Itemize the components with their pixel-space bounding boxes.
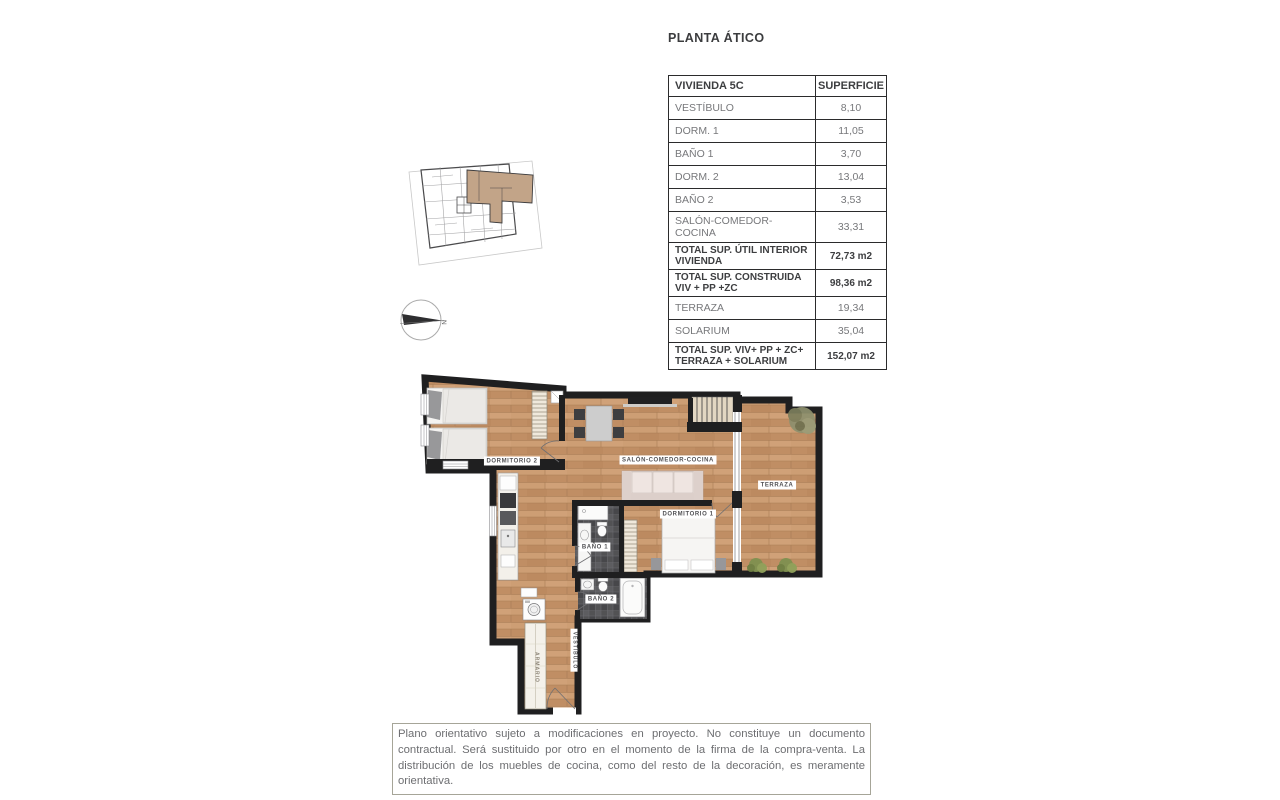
oven-icon [500, 493, 516, 508]
key-plan-drawing [405, 155, 545, 268]
room-name-cell: SOLARIUM [669, 320, 816, 343]
floor-plan [415, 370, 835, 720]
room-name-cell: DORM. 1 [669, 120, 816, 143]
compass-icon [396, 293, 450, 347]
room-label-bano1: BAÑO 1 [579, 543, 610, 552]
room-area-cell: 35,04 [815, 320, 886, 343]
table-row [669, 143, 887, 166]
room-name-cell: VESTÍBULO [669, 97, 816, 120]
kitchen-sink-icon [501, 530, 515, 547]
table-header-row [669, 76, 887, 97]
kitchen-counter [498, 473, 518, 580]
washing-machine-icon [523, 599, 545, 620]
wardrobe-icon [532, 391, 547, 439]
nightstand-icon [716, 558, 726, 570]
toilet-icon [597, 522, 607, 537]
table-row [669, 243, 887, 270]
room-area-cell: 3,70 [815, 143, 886, 166]
table-header-superficie: SUPERFICIE [815, 76, 886, 97]
toilet-icon [598, 578, 608, 592]
shower-icon [578, 504, 608, 520]
table-row [669, 166, 887, 189]
room-name-cell: BAÑO 1 [669, 143, 816, 166]
room-label-salon: SALÓN-COMEDOR-COCINA [620, 456, 717, 465]
bathtub-icon [620, 578, 645, 617]
table-row [669, 189, 887, 212]
pillow-icon [691, 560, 713, 570]
north-label: N [440, 320, 447, 325]
page-title: PLANTA ÁTICO [668, 31, 765, 45]
room-name-cell: DORM. 2 [669, 166, 816, 189]
table-row [669, 343, 887, 370]
room-label-bano2: BAÑO 2 [585, 595, 616, 604]
nightstand-icon [651, 558, 661, 570]
superficie-table-body [669, 97, 887, 370]
room-label-vestibulo: VESTÍBULO [571, 629, 578, 672]
chair-icon [574, 409, 585, 420]
table-row [669, 212, 887, 243]
table-row [669, 120, 887, 143]
room-area-cell: 13,04 [815, 166, 886, 189]
room-label-terraza: TERRAZA [758, 481, 796, 490]
room-name-cell: TOTAL SUP. VIV+ PP + ZC+ TERRAZA + SOLARIUM [669, 343, 816, 370]
room-area-cell: 11,05 [815, 120, 886, 143]
room-label-dormitorio1: DORMITORIO 1 [660, 510, 716, 519]
room-name-cell: BAÑO 2 [669, 189, 816, 212]
table-row [669, 270, 887, 297]
dining-table-icon [586, 406, 612, 441]
floor-plan-drawing [415, 370, 835, 720]
key-plan [405, 155, 545, 268]
chair-icon [613, 409, 624, 420]
room-area-cell: 72,73 m2 [815, 243, 886, 270]
room-name-cell: TOTAL SUP. CONSTRUIDA VIV + PP +ZC [669, 270, 816, 297]
room-name-cell: TOTAL SUP. ÚTIL INTERIOR VIVIENDA [669, 243, 816, 270]
room-name-cell: SALÓN-COMEDOR-COCINA [669, 212, 816, 243]
compass-needle [402, 314, 442, 325]
wardrobe-icon [624, 520, 637, 572]
chair-icon [613, 427, 624, 438]
pillow-icon [665, 560, 688, 570]
room-label-armario: ARMARIO [533, 651, 540, 683]
superficie-table [668, 75, 887, 370]
room-area-cell: 19,34 [815, 297, 886, 320]
tv-icon [628, 397, 672, 404]
stairs-icon [692, 397, 733, 424]
table-row [669, 320, 887, 343]
table-header-vivienda: VIVIENDA 5C [669, 76, 816, 97]
room-area-cell: 3,53 [815, 189, 886, 212]
disclaimer-box [392, 723, 871, 795]
room-area-cell: 98,36 m2 [815, 270, 886, 297]
room-area-cell: 8,10 [815, 97, 886, 120]
room-name-cell: TERRAZA [669, 297, 816, 320]
cooktop-icon [500, 511, 516, 525]
sofa-icon [622, 471, 703, 501]
disclaimer-text: Plano orientativo sujeto a modificaciones en proyecto. No constituye un documento contractual. Será sustituido por otro en el momento de la firma de la compra-venta. La distribución de los muebles de cocina, como del resto de la decoración, es meramente orientativa. [398, 728, 865, 788]
room-area-cell: 33,31 [815, 212, 886, 243]
room-label-dormitorio2: DORMITORIO 2 [484, 457, 540, 466]
table-row [669, 297, 887, 320]
chair-icon [574, 427, 585, 438]
room-area-cell: 152,07 m2 [815, 343, 886, 370]
sink-icon [581, 579, 594, 590]
fridge-icon [500, 476, 516, 490]
north-arrow [396, 293, 450, 347]
table-row [669, 97, 887, 120]
